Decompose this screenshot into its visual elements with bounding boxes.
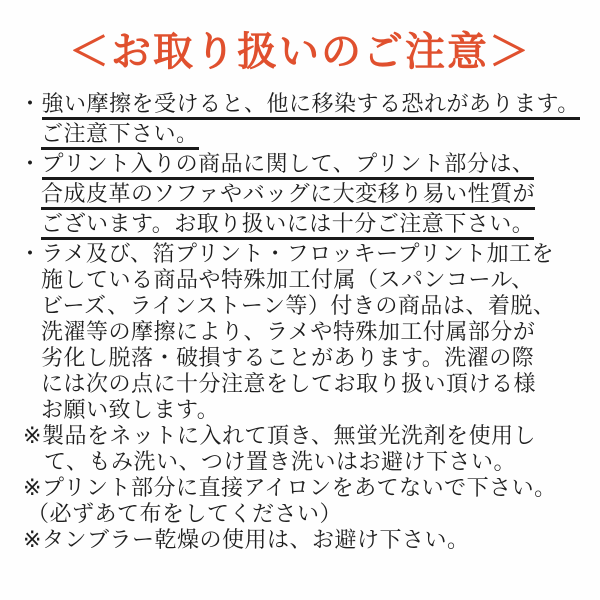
notice-line <box>0 121 600 151</box>
notice-line <box>0 267 600 293</box>
notice-line <box>0 397 600 423</box>
notice-line <box>0 319 600 345</box>
bullet-marker: ・ <box>19 91 42 116</box>
page-title: ＜お取り扱いのご注意＞ <box>69 30 531 74</box>
notice-line-text: 製品をネットに入れて頂き、無蛍光洗剤を使用し <box>41 423 537 448</box>
notice-line <box>0 345 600 371</box>
notice-line <box>0 151 600 181</box>
notice-line-text: プリント入りの商品に関して、プリント部分は、 <box>42 151 535 180</box>
notice-line <box>0 293 600 319</box>
notice-line-text: 洗濯等の摩擦により、ラメや特殊加工付属部分が <box>41 319 536 344</box>
notice-line-text: プリント部分に直接アイロンをあてないで下さい。 <box>41 475 557 500</box>
notice-line <box>0 371 600 397</box>
kome-marker: ※ <box>23 475 42 500</box>
notice-line-text: お願い致します。 <box>41 397 220 422</box>
notice-line-text: 施している商品や特殊加工付属（スパンコール、 <box>41 267 534 292</box>
notice-line <box>0 501 600 527</box>
notice-line <box>0 449 600 475</box>
notice-line-text: 強い摩擦を受けると、他に移染する恐れがあります。 <box>42 91 580 120</box>
notice-line-text: ビーズ、ラインストーン等）付きの商品は、着脱、 <box>41 293 556 318</box>
notice-line <box>0 527 600 553</box>
notice-line <box>0 91 600 121</box>
notice-line <box>0 241 600 267</box>
notice-line-text: タンブラー乾燥の使用は、お避け下さい。 <box>41 527 470 552</box>
notice-line <box>0 211 600 241</box>
notice-line <box>0 423 600 449</box>
notice-line-text: 劣化し脱落・破損することがあります。洗濯の際 <box>41 345 535 370</box>
notice-line-text: ございます。お取り扱いには十分ご注意下さい。 <box>41 211 534 240</box>
kome-marker: ※ <box>23 423 42 448</box>
notice-line-text: ご注意下さい。 <box>41 121 199 150</box>
notice-line-text: （必ずあて布をしてください） <box>27 501 343 526</box>
kome-marker: ※ <box>23 527 42 552</box>
notice-line-text: ラメ及び、箔プリント・フロッキープリント加工を <box>41 241 555 266</box>
notice-body <box>0 91 600 553</box>
bullet-marker: ・ <box>19 241 42 266</box>
notice-line-text: 合成皮革のソファやバッグに大変移り易い性質が <box>41 181 535 210</box>
notice-line <box>0 181 600 211</box>
notice-line-text: には次の点に十分注意をしてお取り扱い頂ける様 <box>41 371 537 396</box>
bullet-marker: ・ <box>19 151 42 176</box>
notice-line-text: て、もみ洗い、つけ置き洗いはお避け下さい。 <box>44 449 517 474</box>
notice-line <box>0 475 600 501</box>
